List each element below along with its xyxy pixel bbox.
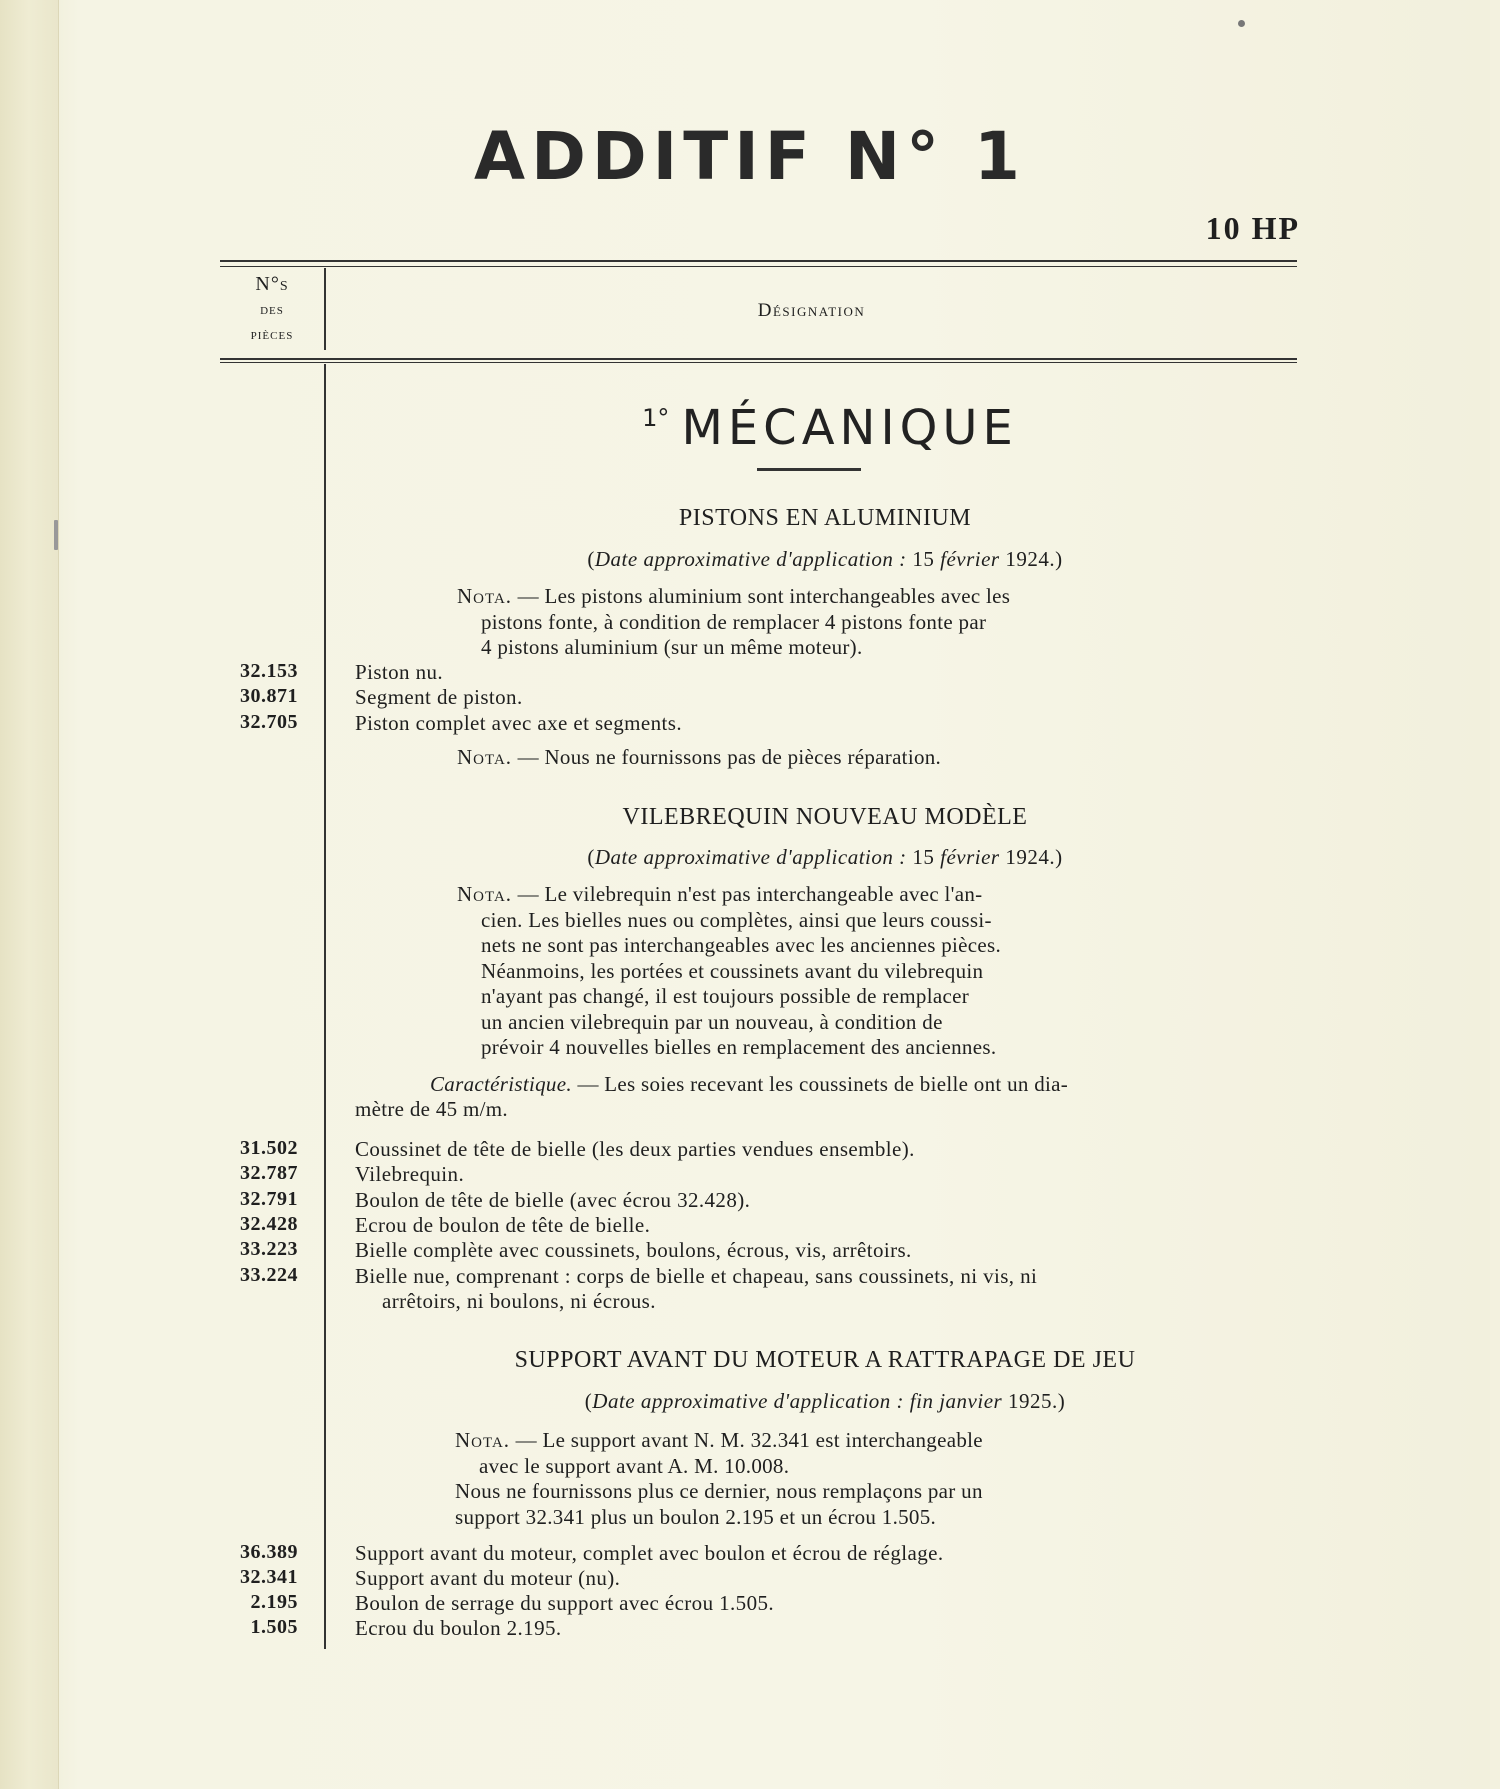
part-number: 33.223 [240,1238,298,1260]
part-description: Boulon de serrage du support avec écrou 1.505. [355,1591,775,1615]
subsection-title-vilebrequin: VILEBREQUIN NOUVEAU MODÈLE [622,804,1028,830]
header-top-rule-thin [220,266,1297,267]
date-month: février [940,845,1000,869]
part-number: 1.505 [250,1616,298,1638]
nota-line: n'ayant pas changé, il est toujours possible de remplacer [481,984,969,1008]
subsection-title-support: SUPPORT AVANT DU MOTEUR A RATTRAPAGE DE JEU [514,1347,1136,1373]
column-header-pieces: pièces [250,326,294,343]
part-description: Bielle nue, comprenant : corps de bielle et chapeau, sans coussinets, ni vis, ni [355,1264,1038,1288]
date-day: 15 [912,547,935,571]
part-number: 2.195 [250,1591,298,1613]
header-bottom-rule-thin [220,362,1297,363]
document-title: ADDITIF N° 1 [474,118,1026,195]
nota-line: — Le vilebrequin n'est pas interchangeable avec l'an- [517,882,983,906]
nota-line: avec le support avant A. M. 10.008. [479,1453,790,1478]
nota-line: support 32.341 plus un boulon 2.195 et un écrou 1.505. [455,1504,937,1529]
date-label: Date approximative d'application : fin janvier [592,1389,1003,1413]
part-number: 36.389 [240,1541,298,1563]
nota-line: cien. Les bielles nues ou complètes, ainsi que leurs coussi- [481,907,992,932]
nota-line: pistons fonte, à condition de remplacer 4 pistons fonte par [481,609,987,634]
section-title: MÉCANIQUE [681,400,1018,456]
date-year: 1925.) [1007,1389,1066,1413]
part-description: Support avant du moteur, complet avec boulon et écrou de réglage. [355,1541,944,1565]
date-day: 15 [912,845,935,869]
part-number: 32.153 [240,660,298,682]
nota-line: prévoir 4 nouvelles bielles en remplacement des anciennes. [481,1035,997,1059]
nota-line: un ancien vilebrequin par un nouveau, à condition de [481,1009,943,1034]
part-number: 32.791 [240,1188,298,1210]
body-column-divider [324,364,326,1649]
section-underline [757,468,861,471]
nota-line: — Le support avant N. M. 32.341 est interchangeable [515,1428,983,1452]
part-number: 32.705 [240,711,298,733]
part-description: Ecrou de boulon de tête de bielle. [355,1213,651,1237]
part-description: Boulon de tête de bielle (avec écrou 32.428). [355,1188,751,1212]
application-date-support: (Date approximative d'application : fin janvier 1925.) [584,1389,1066,1413]
part-description: Segment de piston. [355,685,523,709]
part-description: Vilebrequin. [355,1162,465,1186]
column-header-no: N°s [255,273,289,295]
nota-line: nets ne sont pas interchangeables avec les anciennes pièces. [481,933,1002,957]
date-label: Date approximative d'application : [594,845,907,869]
caracteristique-line2: mètre de 45 m/m. [355,1097,508,1121]
part-number: 31.502 [240,1137,298,1159]
date-label: Date approximative d'application : [594,547,907,571]
date-year: 1924.) [1005,547,1063,571]
subsection-title-pistons: PISTONS EN ALUMINIUM [678,505,972,531]
part-number: 32.341 [240,1566,298,1588]
nota-label: Nota. [457,745,513,769]
date-year: 1924.) [1005,845,1063,869]
part-number: 33.224 [240,1264,298,1286]
caracteristique-text: — Les soies recevant les coussinets de bielle ont un dia- [577,1072,1069,1096]
part-description: Bielle complète avec coussinets, boulons, écrous, vis, arrêtoirs. [355,1238,912,1262]
caracteristique-label: Caractéristique. [430,1072,572,1096]
model-label: 10 HP [1205,210,1300,246]
part-number: 30.871 [240,685,298,707]
nota-text: — Nous ne fournissons pas de pièces réparation. [517,745,942,769]
section-heading [500,400,1160,456]
date-month: février [940,547,1000,571]
nota-line: Néanmoins, les portées et coussinets avant du vilebrequin [481,958,984,983]
caracteristique-line [430,1072,1068,1098]
nota-pistons [457,584,1010,661]
nota-support [455,1428,983,1530]
column-header-designation: Désignation [757,300,866,321]
section-number: 1° [642,404,670,432]
nota-line: 4 pistons aluminium (sur un même moteur). [481,635,863,659]
column-header-part-number [222,272,322,347]
header-top-rule [220,260,1297,262]
ink-speck [54,520,58,550]
application-date-vilebrequin: (Date approximative d'application : 15 février 1924.) [587,845,1063,869]
ink-speck [1238,20,1245,27]
nota-line: Nous ne fournissons plus ce dernier, nous remplaçons par un [455,1479,983,1503]
header-bottom-rule [220,358,1297,360]
nota-line: — Les pistons aluminium sont interchangeables avec les [517,584,1011,608]
nota-label: Nota. [457,882,513,906]
nota2-pistons [457,745,941,771]
part-description: Support avant du moteur (nu). [355,1566,621,1590]
nota-label: Nota. [455,1428,511,1452]
part-description: Ecrou du boulon 2.195. [355,1616,562,1640]
part-description: Piston nu. [355,660,444,684]
binding-edge [0,0,59,1789]
column-header-des: des [260,301,284,318]
part-number: 32.787 [240,1162,298,1184]
part-number: 32.428 [240,1213,298,1235]
nota-label: Nota. [457,584,513,608]
part-description-continued: arrêtoirs, ni boulons, ni écrous. [382,1289,656,1313]
application-date-pistons: (Date approximative d'application : 15 février 1924.) [587,547,1063,571]
part-description: Piston complet avec axe et segments. [355,711,682,735]
part-description: Coussinet de tête de bielle (les deux parties vendues ensemble). [355,1137,915,1161]
nota-vilebrequin [457,882,1001,1061]
